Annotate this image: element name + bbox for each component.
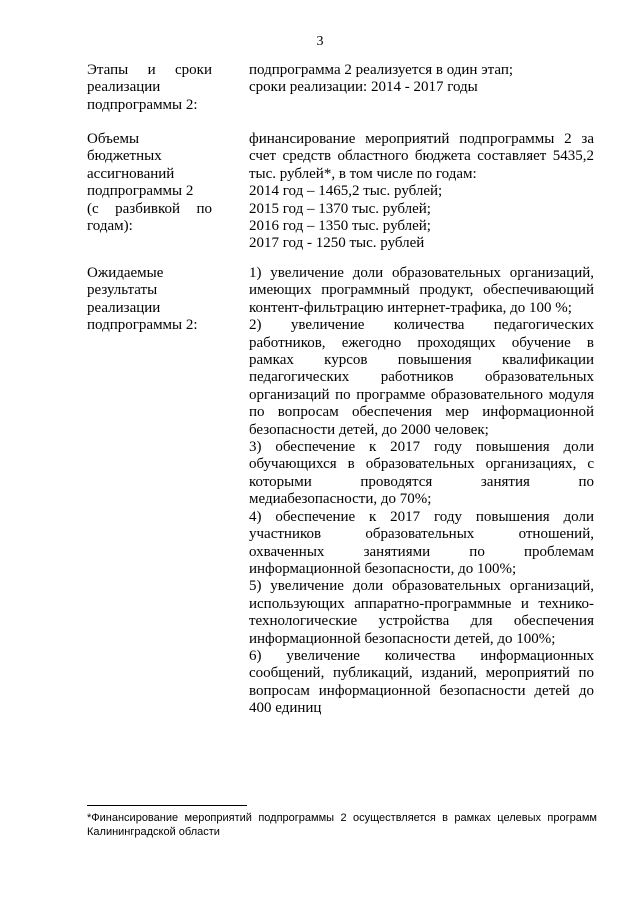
budget-value: [249, 131, 594, 253]
value-line: контент-фильтрацию интернет-трафика, до 100 %;: [249, 299, 572, 316]
page-number: 3: [316, 34, 324, 49]
value-line: медиабезопасности, до 70%;: [249, 491, 432, 508]
label-line: подпрограммы 2:: [87, 317, 198, 334]
value-line: 400 единиц: [249, 700, 322, 717]
footnote: [87, 811, 597, 839]
label-line: реализации: [87, 299, 161, 316]
value-line: рамках курсов повышения квалификации: [249, 352, 594, 369]
footnote-separator: [87, 805, 247, 806]
label-line: подпрограммы 2: [87, 183, 194, 200]
value-line: 2017 год - 1250 тыс. рублей: [249, 235, 425, 252]
value-line: вопросам информационной безопасности детей до: [249, 682, 594, 699]
value-line: 2015 год – 1370 тыс. рублей;: [249, 200, 431, 217]
value-line: безопасности детей, до 2000 человек;: [249, 421, 489, 438]
value-line: организаций по программе образовательного модуля: [249, 386, 594, 403]
label-line: Этапы и сроки: [87, 62, 212, 78]
value-line: работников, ежегодно проходящих обучение в: [249, 334, 594, 351]
value-line: технологические устройства для обеспечения: [249, 613, 594, 630]
value-line: имеющих программный продукт, обеспечивающий: [249, 282, 594, 299]
value-line: тыс. рублей*, в том числе по годам:: [249, 165, 477, 182]
value-line: подпрограмма 2 реализуется в один этап;: [249, 62, 514, 78]
value-line: 2016 год – 1350 тыс. рублей;: [249, 218, 431, 235]
label-line: Объемы: [87, 131, 140, 147]
value-line: участников образовательных отношений,: [249, 526, 594, 543]
label-line: подпрограммы 2:: [87, 96, 198, 113]
value-line: сообщений, публикаций, изданий, мероприятий по: [249, 665, 594, 682]
label-line: (с разбивкой по: [87, 200, 212, 217]
value-line: 4) обеспечение к 2017 году повышения доли: [249, 508, 594, 525]
value-line: которыми проводятся занятия по: [249, 473, 594, 490]
value-line: педагогических работников образовательных: [249, 369, 594, 386]
value-line: охваченных занятиями по проблемам: [249, 543, 594, 560]
value-line: 2) увеличение количества педагогических: [249, 317, 594, 334]
label-line: Ожидаемые: [87, 265, 164, 281]
footnote-line: *Финансирование мероприятий подпрограммы 2 осуществляется в рамках целевых программ: [87, 812, 597, 824]
value-line: 5) увеличение доли образовательных организаций,: [249, 578, 594, 595]
value-line: 1) увеличение доли образовательных организаций,: [249, 265, 594, 281]
label-line: годам):: [87, 218, 133, 235]
label-line: ассигнований: [87, 165, 175, 182]
value-line: информационной безопасности детей, до 100%;: [249, 630, 556, 647]
value-line: обучающихся в образовательных организациях, с: [249, 456, 594, 473]
value-line: по вопросам обеспечения мер информационной: [249, 404, 594, 421]
value-line: счет средств областного бюджета составляет 5435,2: [249, 148, 594, 165]
results-label: [87, 265, 212, 335]
stages-value: [249, 62, 594, 97]
value-line: сроки реализации: 2014 - 2017 годы: [249, 79, 478, 96]
label-line: бюджетных: [87, 148, 162, 165]
results-value: [249, 265, 594, 718]
value-line: 6) увеличение количества информационных: [249, 647, 594, 664]
value-line: финансирование мероприятий подпрограммы 2 за: [249, 131, 594, 147]
value-line: 2014 год – 1465,2 тыс. рублей;: [249, 183, 443, 200]
label-line: реализации: [87, 79, 161, 96]
budget-label: [87, 131, 212, 235]
label-line: результаты: [87, 282, 158, 299]
value-line: информационной безопасности, до 100%;: [249, 560, 517, 577]
value-line: использующих аппаратно-программные и технико-: [249, 595, 594, 612]
footnote-line: Калининградской области: [87, 826, 220, 838]
value-line: 3) обеспечение к 2017 году повышения доли: [249, 439, 594, 456]
stages-label: [87, 62, 212, 114]
